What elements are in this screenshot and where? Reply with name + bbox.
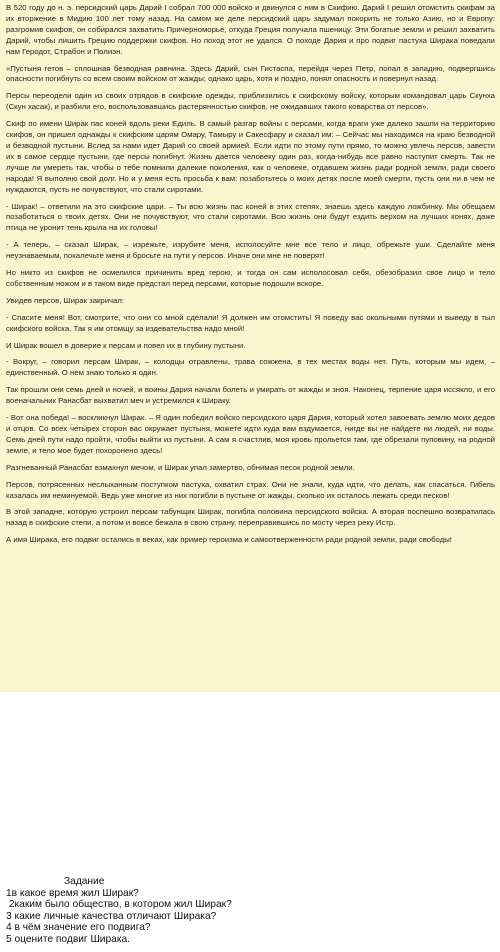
paragraph: - Ширак! – ответили на это скифские цари. – Ты всю жизнь пас коней в этих степях, знаешь здесь каждую ложбинку. Мы обещаем позаботиться о твоих детях. Они не почувствуют, что стали сиротами. Всю жизнь они будут ездить верхом на лучших конях, даже птица не уронит тень крыла на их головы! — [6, 201, 495, 233]
task-item: 5 оцените подвиг Ширака. — [6, 933, 131, 945]
paragraph: - Вокруг, – говорил персам Ширак, – колодцы отравлены, трава сожжена, в тех местах воды нет. Путь, которым мы идем, – единственный. О нем знаю только я один. — [6, 357, 495, 378]
paragraph: Разгневанный Ранасбат взмахнул мечом, и Ширак упал замертво, обнимая песок родной земли. — [6, 462, 355, 472]
paragraph: Увидев персов, Ширак закричал: — [6, 295, 125, 305]
paragraph: - Спасите меня! Вот, смотрите, что они со мной сделали! Я должен им отомстить! Я поведу вас окольными путями и выведу в тыл скифского войска. Так я им отомщу за издевательства надо мной! — [6, 312, 495, 333]
paragraph: «Пустыня гетов – сплошная безводная равнина. Здесь Дарий, сын Гистаспа, перейдя через Петр, попал в западню, подвергшись опасности погибнуть со всем своим войском от жажды; однако царь, хотя и поздно, понял опасность и повернул назад. — [6, 63, 495, 84]
paragraph: Персы переодели один из своих отрядов в скифские одежды, приблизились к скифскому войску, которым командовал царь Скунха (Скун хасак), и разбили его, воспользовавшись растерянностью скифов, не ожидавших такого коварства от персов». — [6, 91, 495, 112]
paragraph: И Ширак вошел в доверие к персам и повел их в глубину пустыни. — [6, 340, 246, 350]
paragraph: Так прошли они семь дней и ночей, и воины Дария начали болеть и умирать от жажды и зноя. Наконец, терпение царя иссякло, и его военачальник Ранасбат выхватил меч и устремился к Шираку. — [6, 385, 495, 406]
task-item: 1в какое время жил Ширак? — [6, 887, 139, 899]
paragraph: - Вот она победа! – воскликнул Ширак. – Я один победил войско персидского царя Дария, который хотел завоевать землю моих дедов и отцов. Со всех четырех сторон вас окружает пустыня, можете идти куда вам вздумается, нигде вы не найдете ни людей, ни воды. Семь дней пути надо пройти, чтобы выйти из пустыни. А сам я счастлив, моя кровь прольется там, где обрезали пуповину, на родной земле, и тело мое будет похоронено здесь! — [6, 413, 495, 455]
task-item: 4 в чём значение его подвига? — [6, 922, 151, 934]
paragraph: В 520 году до н. э. персидский царь Дарий I собрал 700 000 войско и двинулся с ним в Скифию. Дарий I решил отомстить скифам за их вторжение в Мидию 100 лет тому назад. На самом же деле персидский царь задумал покорить не только Азию, но и Европу: разгромив скифов, он собирался захватить Причерноморье, откуда Греция получала пшеницу. Эти богатые земли и решил захватить Дарий, чтобы лишить Грецию поддержки скифов. Но поход этот не удался. О походе Дария и про подвиг пастуха Ширака поведали нам Геродот, Страбон и Полиэн. — [6, 3, 495, 56]
task-item: 3 какие личные качества отличают Ширака? — [6, 910, 217, 922]
paragraph: Персов, потрясенных неслыханным поступком пастуха, охватил страх. Они не знали, куда идти, что делать, как спасаться. Гибель казалась им неминуемой. Ведь уже многие из них погибли в пустыне от жажды, сколько их осталось лежать среди песков! — [6, 479, 495, 500]
task-list — [6, 876, 486, 946]
paragraph: Но никто из скифов не осмелился причинить вред герою, и тогда он сам исполосовал себя, обезобразил свое лицо и тело собственным ножом и в таком виде предстал перед персами, которые подошли вскоре. — [6, 268, 495, 288]
paragraph: - А теперь, – сказал Ширак, – изрежьте, изрубите меня, исполосуйте мне все тело и лицо, обрежьте уши. Сделайте меня неузнаваемым, покалечьте меня и бросьте на пути у персов. Иначе они мне не поверят! — [6, 240, 495, 261]
task-title: Задание — [64, 876, 105, 887]
paragraph: А имя Ширака, его подвиг остались в веках, как пример героизма и самоотверженности ради родной земли, ради свободы! — [6, 535, 452, 545]
paragraph: В этой западне, которую устроил персам табунщик Ширак, погибла половина персидского войска. А вторая поспешно возвратилась назад в скифские степи, а потом и вовсе бежала в свою страну, переправившись по мосту через реку Истр. — [6, 507, 495, 528]
paragraph: Скиф по имени Ширак пас коней вдоль реки Едиль. В самый разгар войны с персами, когда враги уже далеко зашли на территорию скифов, он пришел однажды к скифским царям Омару, Тамыру и Сакесфару и сказал им: – Сейчас мы находимся на краю безводной и безводной пустыни. Вслед за нами идет Дарий со своей армией. Если идти по этому пути прямо, то можно увлечь персов, завести их в самое сердце пустыни, где персы погибнут. Жизнь дается человеку один раз, когда-нибудь все равно наступит смерть. Так не лучше ли умереть так, чтобы о тебе помнили далекие поколения, как о человеке, отдавшем жизнь ради родной земли, ради своего народа! Я выполню свой долг. Но и у меня есть просьба к вам: позаботьтесь о моих детях после моей смерти, пусть они ни в чем не нуждаются, пусть не почувствуют, что стали сиротами. — [6, 119, 495, 194]
task-item: 2каким было общество, в котором жил Ширак? — [6, 899, 232, 911]
